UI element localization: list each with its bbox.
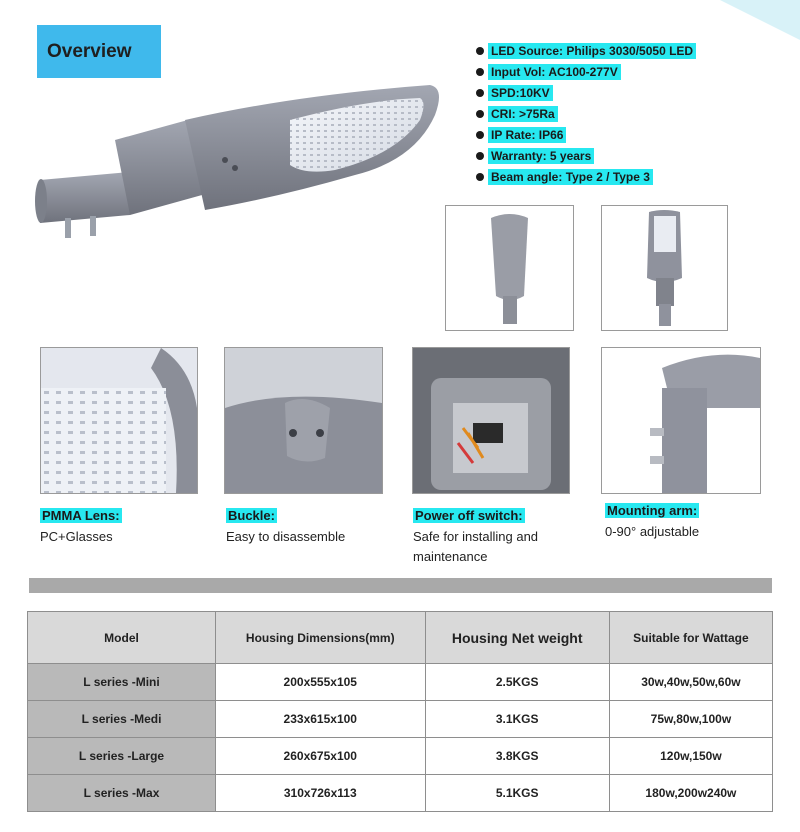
bullet-icon <box>476 131 484 139</box>
cell-wattage: 30w,40w,50w,60w <box>609 664 772 701</box>
front-view-photo <box>601 205 728 331</box>
spec-item: CRI: >75Ra <box>476 103 696 124</box>
feature-desc-buckle: Easy to disassemble <box>226 529 346 544</box>
feature-desc-arm: 0-90° adjustable <box>605 524 700 539</box>
cell-weight: 3.1KGS <box>425 701 609 738</box>
spec-item: Warranty: 5 years <box>476 145 696 166</box>
feature-title-switch: Power off switch: <box>415 508 523 523</box>
spec-item: Beam angle: Type 2 / Type 3 <box>476 166 696 187</box>
mounting-arm-photo <box>601 347 761 494</box>
feature-desc-switch: Safe for installing and maintenance <box>413 529 539 564</box>
header-dimensions: Housing Dimensions(mm) <box>216 612 426 664</box>
bullet-icon <box>476 89 484 97</box>
spec-list <box>476 40 696 187</box>
cell-dimensions: 200x555x105 <box>216 664 426 701</box>
spec-item: SPD:10KV <box>476 82 696 103</box>
table-header-row <box>28 612 773 664</box>
cell-wattage: 180w,200w240w <box>609 775 772 812</box>
table-row <box>28 738 773 775</box>
feature-desc-lens: PC+Glasses <box>40 529 113 544</box>
cell-dimensions: 233x615x100 <box>216 701 426 738</box>
power-switch-photo <box>412 347 570 494</box>
cell-model: L series -Medi <box>28 701 216 738</box>
spec-item: LED Source: Philips 3030/5050 LED <box>476 40 696 61</box>
overview-title: Overview <box>47 40 132 62</box>
bullet-icon <box>476 47 484 55</box>
section-divider <box>29 578 772 593</box>
feature-title-buckle: Buckle: <box>228 508 275 523</box>
feature-title-arm: Mounting arm: <box>607 503 698 518</box>
cell-weight: 2.5KGS <box>425 664 609 701</box>
spec-item: Input Vol: AC100-277V <box>476 61 696 82</box>
table-row <box>28 701 773 738</box>
bullet-icon <box>476 152 484 160</box>
buckle-photo <box>224 347 383 494</box>
cell-weight: 3.8KGS <box>425 738 609 775</box>
bullet-icon <box>476 68 484 76</box>
spec-item: IP Rate: IP66 <box>476 124 696 145</box>
street-light-hero-image <box>35 80 455 250</box>
cell-model: L series -Max <box>28 775 216 812</box>
header-model: Model <box>28 612 216 664</box>
cell-wattage: 120w,150w <box>609 738 772 775</box>
table-row <box>28 664 773 701</box>
cell-wattage: 75w,80w,100w <box>609 701 772 738</box>
cell-model: L series -Mini <box>28 664 216 701</box>
overview-heading <box>37 25 161 78</box>
bullet-icon <box>476 110 484 118</box>
cell-model: L series -Large <box>28 738 216 775</box>
header-weight: Housing Net weight <box>425 612 609 664</box>
back-view-photo <box>445 205 574 331</box>
corner-decoration <box>720 0 800 40</box>
cell-dimensions: 260x675x100 <box>216 738 426 775</box>
pmma-lens-photo <box>40 347 198 494</box>
feature-title-lens: PMMA Lens: <box>42 508 120 523</box>
table-row <box>28 775 773 812</box>
cell-weight: 5.1KGS <box>425 775 609 812</box>
bullet-icon <box>476 173 484 181</box>
specification-table <box>27 611 773 812</box>
header-wattage: Suitable for Wattage <box>609 612 772 664</box>
cell-dimensions: 310x726x113 <box>216 775 426 812</box>
